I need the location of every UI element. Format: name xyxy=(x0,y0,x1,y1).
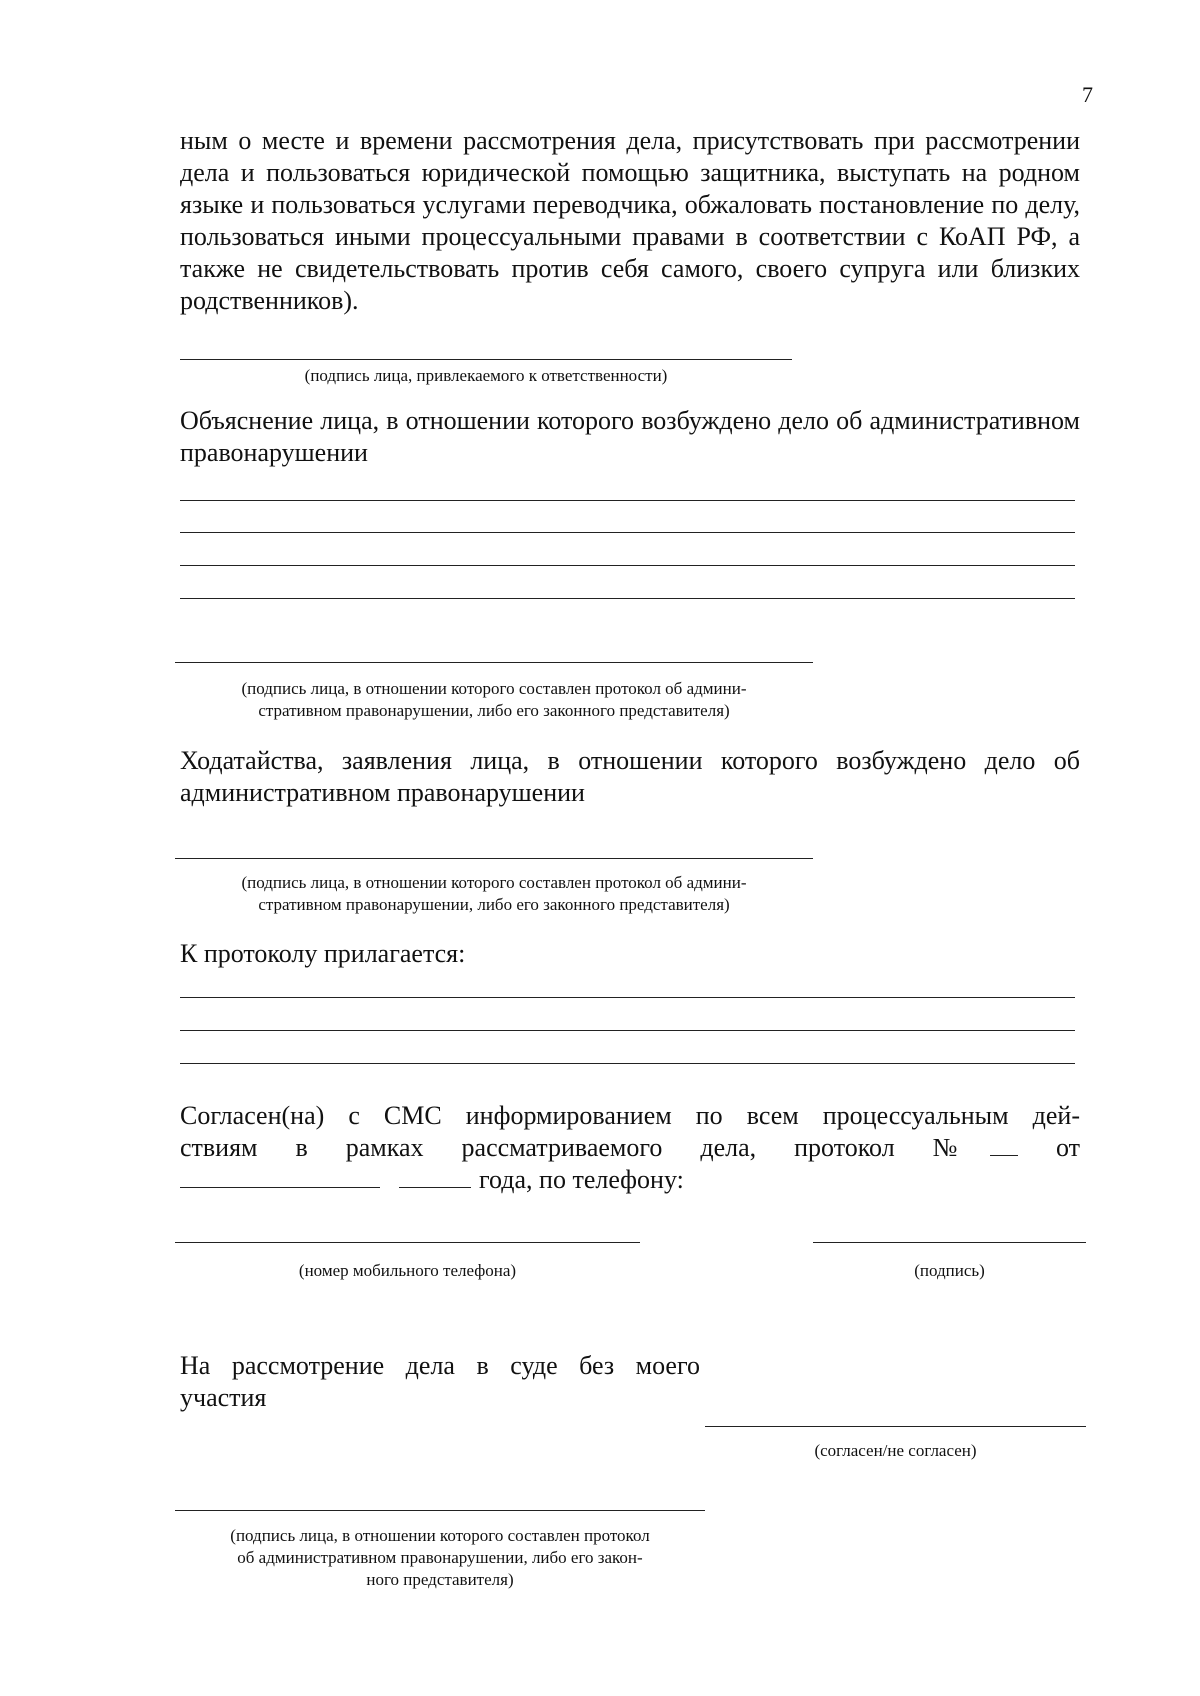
caption-court-3: ного представителя) xyxy=(366,1570,514,1589)
explanation-line[interactable] xyxy=(180,500,1075,501)
rights-paragraph: ным о месте и времени рассмотрения дела, присутствовать при рассмотрении дела и пользоваться юридической помощью защитника, выступать на родном языке и пользоваться услугами переводчика, обжаловать постановление по делу, пользоваться иными процессуальными правами в соответствии с КоАП РФ, а также не свидетельствовать против себя самого, своего супруга или близких родственников). xyxy=(180,126,1080,315)
caption-explanation-1: (подпись лица, в отношении которого составлен протокол об админи- xyxy=(241,679,747,698)
protocol-date-blank[interactable] xyxy=(180,1187,380,1188)
attachments-line[interactable] xyxy=(180,1063,1075,1064)
signature-line-liable xyxy=(180,359,792,360)
sms-word: рассматриваемого xyxy=(461,1133,663,1162)
sms-consent-line1: Согласен(на) с СМС информированием по всем процессуальным дей- xyxy=(180,1101,1080,1130)
caption-court-1: (подпись лица, в отношении которого составлен протокол xyxy=(230,1526,650,1545)
caption-court-2: об административном правонарушении, либо его закон- xyxy=(237,1548,643,1567)
caption-phone: (номер мобильного телефона) xyxy=(298,1261,517,1280)
sms-word: дела, xyxy=(700,1133,757,1162)
caption-agree: (согласен/не согласен) xyxy=(814,1441,977,1460)
caption-sms-signature: (подпись) xyxy=(914,1261,985,1280)
sms-word: рамках xyxy=(345,1133,424,1162)
signature-line-explanation[interactable] xyxy=(175,662,813,663)
sms-word-ot: от xyxy=(1055,1133,1080,1162)
signature-line-petitions[interactable] xyxy=(175,858,813,859)
sms-consent-line3 xyxy=(180,1164,1080,1196)
court-consent-line1: На рассмотрение дела в суде без моего xyxy=(180,1351,700,1380)
explanation-heading: Объяснение лица, в отношении которого возбуждено дело об административном правонарушении xyxy=(180,406,1080,467)
explanation-line[interactable] xyxy=(180,565,1075,566)
phone-number-line[interactable] xyxy=(175,1242,640,1243)
caption-petitions-1: (подпись лица, в отношении которого составлен протокол об админи- xyxy=(241,873,747,892)
sms-consent-line2 xyxy=(180,1132,1080,1164)
signature-line-court[interactable] xyxy=(175,1510,705,1511)
protocol-number-sign: № xyxy=(932,1133,958,1162)
attachments-line[interactable] xyxy=(180,997,1075,998)
protocol-year-blank[interactable] xyxy=(399,1187,471,1188)
sms-consent-line3-text: года, по телефону: xyxy=(479,1165,684,1194)
explanation-line[interactable] xyxy=(180,598,1075,599)
explanation-line[interactable] xyxy=(180,532,1075,533)
court-consent-line2: участия xyxy=(180,1383,267,1412)
sms-word: в xyxy=(295,1133,308,1162)
sms-signature-line[interactable] xyxy=(813,1242,1086,1243)
petitions-heading: Ходатайства, заявления лица, в отношении которого возбуждено дело об административном правонарушении xyxy=(180,746,1080,807)
agree-line[interactable] xyxy=(705,1426,1086,1427)
caption-explanation-2: стративном правонарушении, либо его законного представителя) xyxy=(258,701,730,720)
protocol-number-blank[interactable] xyxy=(990,1155,1018,1156)
caption-signature-liable: (подпись лица, привлекаемого к ответственности) xyxy=(304,366,668,385)
page-number: 7 xyxy=(1082,82,1093,107)
attachments-line[interactable] xyxy=(180,1030,1075,1031)
caption-petitions-2: стративном правонарушении, либо его законного представителя) xyxy=(258,895,730,914)
sms-word: протокол xyxy=(794,1133,895,1162)
attachments-heading: К протоколу прилагается: xyxy=(180,939,466,968)
sms-word: ствиям xyxy=(180,1133,258,1162)
